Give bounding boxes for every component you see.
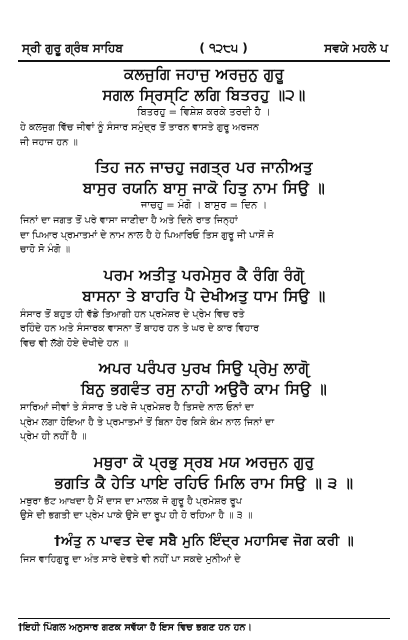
- verse-section: [16, 452, 392, 524]
- verse-line: ਤਿਹ ਜਨ ਜਾਚਹੁ ਜਗਤ੍ਰ ਪਰ ਜਾਨੀਅਤੁ: [95, 158, 313, 176]
- header-title: ਸ੍ਰੀ ਗੁਰੂ ਗ੍ਰੰਥ ਸਾਹਿਬ: [22, 40, 123, 55]
- verse-line: ਬਾਸੁਰ ਰਯਨਿ ਬਾਸੁ ਜਾਕੋ ਹਿਤੁ ਨਾਮ ਸਿਉ ॥: [82, 179, 326, 197]
- commentary-line: ਹੇ ਕਲਜੁਗ ਵਿੱਚ ਜੀਵਾਂ ਨੂੰ ਸੰਸਾਰ ਸਮੁੰਦ੍ਰ ਤੋਂ ਤਾਰਨ ਵਾਸਤੇ ਗੁਰੂ ਅਰਜਨ: [20, 122, 259, 133]
- header-section: ਸਵਯੇ ਮਹਲੇ ਪ: [324, 40, 388, 55]
- verse-section: [16, 531, 392, 568]
- commentary-line: ਪ੍ਰੇਮ ਲਗਾ ਹੋਇਆ ਹੈ ਤੇ ਪ੍ਰਮਾਤਮਾਂ ਤੋਂ ਬਿਨਾ ਹੋਰ ਕਿਸੇ ਕੰਮ ਨਾਲ ਜਿਨਾਂ ਦਾ: [20, 416, 275, 428]
- verse-line: ਕਲਜੁਗਿ ਜਹਾਜੁ ਅਰਜੁਨੁ ਗੁਰੂ: [123, 65, 285, 83]
- section-gap: [16, 351, 392, 358]
- verse-line: ਬਿਨੁ ਭਗਵੰਤ ਰਸੁ ਨਾਹੀ ਅਉਰੈ ਕਾਮ ਸਿਉ ॥: [80, 380, 328, 398]
- section-gap: [16, 258, 392, 265]
- section-gap: [16, 445, 392, 452]
- commentary-line: ਉਸੇ ਦੀ ਭਗਤੀ ਦਾ ਪ੍ਰੇਮ ਪਾਕੇ ਉਸੇ ਦਾ ਰੂਪ ਹੀ ਹੋ ਰਹਿਆ ਹੈ ॥ ੩ ॥: [20, 510, 253, 521]
- commentary-line: ਦਾ ਪਿਆਰ ਪ੍ਰਮਾਤਮਾਂ ਦੇ ਨਾਮ ਨਾਲ ਹੈ ਹੇ ਪਿਆਰਿਓ ਤਿਸ ਗੁਰੂ ਜੀ ਪਾਸੋਂ ਜੋ: [20, 229, 274, 241]
- commentary-line: ਚਾਹੋ ਸੋ ਮੰਗੋ ॥: [20, 244, 71, 255]
- verse-line: ਭਗਤਿ ਕੈ ਹੇਤਿ ਪਾਇ ਰਹਿਓ ਮਿਲਿ ਰਾਮ ਸਿਉ ॥ ੩ ॥: [54, 473, 354, 492]
- commentary: [16, 214, 392, 258]
- page-header: [22, 40, 388, 56]
- verse-section: [16, 358, 392, 445]
- commentary-line: ਸੰਸਾਰ ਤੋਂ ਬਹੁਤ ਹੀ ਵੱਡੇ ਤਿਆਗੀ ਹਨ ਪ੍ਰਮੇਸ਼ਰ ਦੇ ਪ੍ਰੇਮ ਵਿਚ ਰਤੇ: [20, 308, 245, 320]
- commentary: [16, 308, 392, 352]
- section-gap: [16, 524, 392, 531]
- word-meaning: ਜਾਚਹੁ = ਮੰਗੋ । ਬਾਸੁਰ = ਦਿਨ ।: [140, 200, 268, 211]
- verse-line: ਪਰਮ ਅਤੀਤੁ ਪਰਮੇਸੁਰ ਕੈ ਰੰਗਿ ਰੰਗੵੋ: [103, 265, 305, 284]
- commentary-line: ਜੀ ਜਹਾਜ ਹਨ ॥: [20, 136, 78, 148]
- word-meaning: ਬਿਤਰਹੁ = ਵਿਸ਼ੇਸ਼ ਕਰਕੇ ਤਰਦੀ ਹੈ ।: [137, 107, 271, 118]
- page-number: ( ੧੨੮੫ ): [199, 40, 248, 55]
- verse-line: ਮਥੁਰਾ ਕੋ ਪ੍ਰਭੁ ਸ੍ਰਬ ਮਯ ਅਰਜੁਨ ਗੁਰੁ: [93, 452, 315, 471]
- footnote: †ਇਹੀ ਪਿੰਗਲ ਅਨੁਸਾਰ ਗਣਕ ਸਵੱਯਾ ਹੈ ਇਸ ਵਿਚ ਭਗਣ ਹਨ ਹਨ।: [18, 622, 252, 633]
- commentary-line: ਮਥੁਰਾ ਭੱਟ ਆਖਦਾ ਹੈ ਮੈਂ ਦਾਸ ਦਾ ਮਾਲਕ ਜੋ ਗੁਰੂ ਹੈ ਪ੍ਰਮੇਸ਼ਰ ਰੂਪ: [20, 495, 242, 507]
- footnote-rule: [18, 618, 390, 619]
- verse-line: ਸਗਲ ਸ੍ਰਿਸ੍ਟਿ ਲਗਿ ਬਿਤਰਹੁ ॥੨॥: [102, 86, 306, 104]
- commentary: [16, 553, 392, 568]
- header-rule: [18, 60, 390, 62]
- commentary-line: ਰਹਿੰਦੇ ਹਨ ਅਤੇ ਸੰਸਾਰਕ ਵਾਸਨਾ ਤੋਂ ਬਾਹਰ ਹਨ ਤੇ ਘਰ ਦੇ ਕਾਰ ਵਿਹਾਰ: [20, 323, 260, 334]
- verse-line: ਬਾਸਨਾ ਤੇ ਬਾਹਰਿ ਪੈ ਦੇਖੀਅਤੁ ਧਾਮ ਸਿਉ ॥: [82, 286, 326, 305]
- commentary-line: ਜਿਨਾਂ ਦਾ ਜਗਤ ਤੋਂ ਪਰੇ ਵਾਸਾ ਜਾਣੀਦਾ ਹੈ ਅਤੇ ਦਿਨੇ ਰਾਤ ਜਿਨ੍ਹਾਂ: [20, 215, 238, 226]
- commentary-line: ਵਿਚ ਵੀ ਲੱਗੇ ਹੋਏ ਦੇਖੀਦੇ ਹਨ ॥: [20, 337, 129, 349]
- section-gap: [16, 150, 392, 157]
- verse-section: [16, 64, 392, 150]
- verse-section: [16, 157, 392, 258]
- commentary: [16, 495, 392, 524]
- verse-section: [16, 265, 392, 352]
- commentary: [16, 121, 392, 150]
- commentary-line: ਜਿਸ ਵਾਹਿਗੁਰੂ ਦਾ ਅੰਤ ਸਾਰੇ ਦੇਵਤੇ ਵੀ ਨਹੀਂ ਪਾ ਸਕਦੇ ਮੁਨੀਆਂ ਦੇ: [20, 553, 241, 565]
- page-body: [16, 64, 392, 567]
- commentary-line: ਪ੍ਰੇਮ ਹੀ ਨਹੀਂ ਹੈ ॥: [20, 431, 87, 442]
- verse-line: ਅਪਰ ਪਰੰਪਰ ਪੁਰਖ ਸਿਉ ਪ੍ਰੇਮੁ ਲਾਗੵੋ: [98, 359, 310, 377]
- commentary-line: ਸਾਰਿਆਂ ਜੀਵਾਂ ਤੇ ਸੰਸਾਰ ਤੋ ਪਰੇ ਜੋ ਪ੍ਰਮੇਸ਼ਰ ਹੈ ਤਿਸਦੇ ਨਾਲ ਓਨਾਂ ਦਾ: [20, 402, 254, 413]
- commentary: [16, 401, 392, 445]
- verse-line: †ਅੰਤੁ ਨ ਪਾਵਤ ਦੇਵ ਸਬੈ ਮੁਨਿ ਇੰਦ੍ਰ ਮਹਾਸਿਵ ਜੋਗ ਕਰੀ ॥: [54, 532, 354, 549]
